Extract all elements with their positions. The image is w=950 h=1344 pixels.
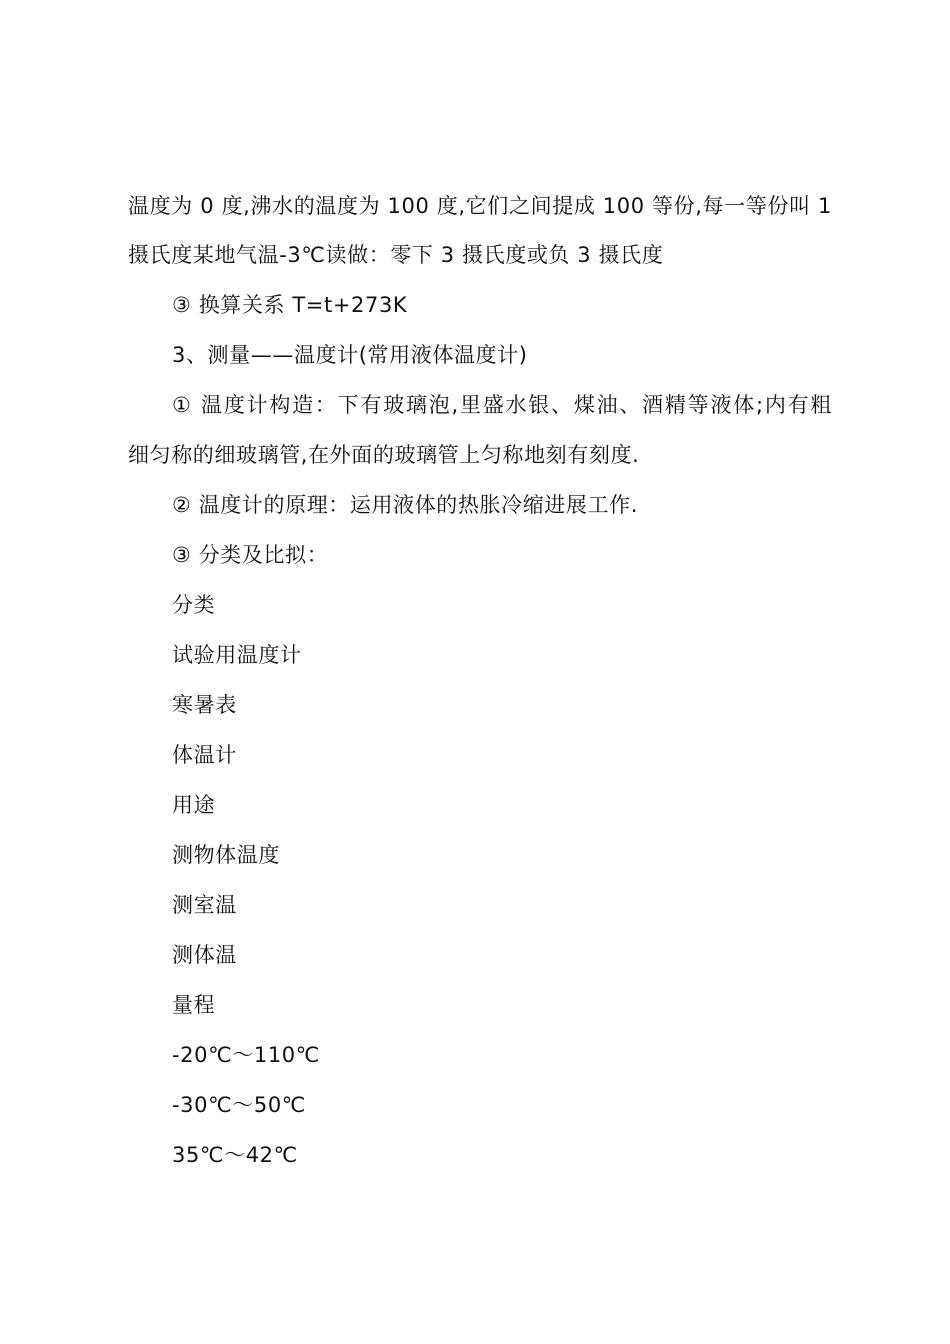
table-cell-weather-thermometer: 寒暑表	[172, 693, 237, 717]
conversion-relation-line: ③ 换算关系 T=t+273K	[172, 293, 408, 317]
table-cell-usage-clinical: 测体温	[172, 943, 237, 967]
paragraph-line-2: 摄氏度某地气温-3℃读做：零下 3 摄氏度或负 3 摄氏度	[128, 243, 664, 267]
table-cell-range-clinical: 35℃～42℃	[172, 1143, 298, 1167]
thermometer-structure-line-2: 细匀称的细玻璃管,在外面的玻璃管上匀称地刻有刻度.	[128, 443, 640, 467]
table-cell-usage-weather: 测室温	[172, 893, 237, 917]
thermometer-principle-line: ② 温度计的原理：运用液体的热胀冷缩进展工作.	[172, 493, 638, 517]
classification-heading: ③ 分类及比拟：	[172, 543, 329, 567]
section-heading-measurement: 3、测量——温度计(常用液体温度计)	[172, 343, 528, 367]
table-cell-clinical-thermometer: 体温计	[172, 743, 237, 767]
paragraph-line-1: 温度为 0 度,沸水的温度为 100 度,它们之间提成 100 等份,每一等份叫 1	[128, 194, 832, 218]
table-cell-category-header: 分类	[172, 593, 216, 617]
table-cell-range-header: 量程	[172, 993, 216, 1017]
table-cell-usage-header: 用途	[172, 793, 216, 817]
table-cell-usage-lab: 测物体温度	[172, 843, 280, 867]
table-cell-lab-thermometer: 试验用温度计	[172, 643, 302, 667]
table-cell-range-weather: -30℃～50℃	[172, 1093, 306, 1117]
thermometer-structure-line-1: ① 温度计构造：下有玻璃泡,里盛水银、煤油、酒精等液体;内有粗	[172, 393, 832, 417]
table-cell-range-lab: -20℃～110℃	[172, 1043, 320, 1067]
